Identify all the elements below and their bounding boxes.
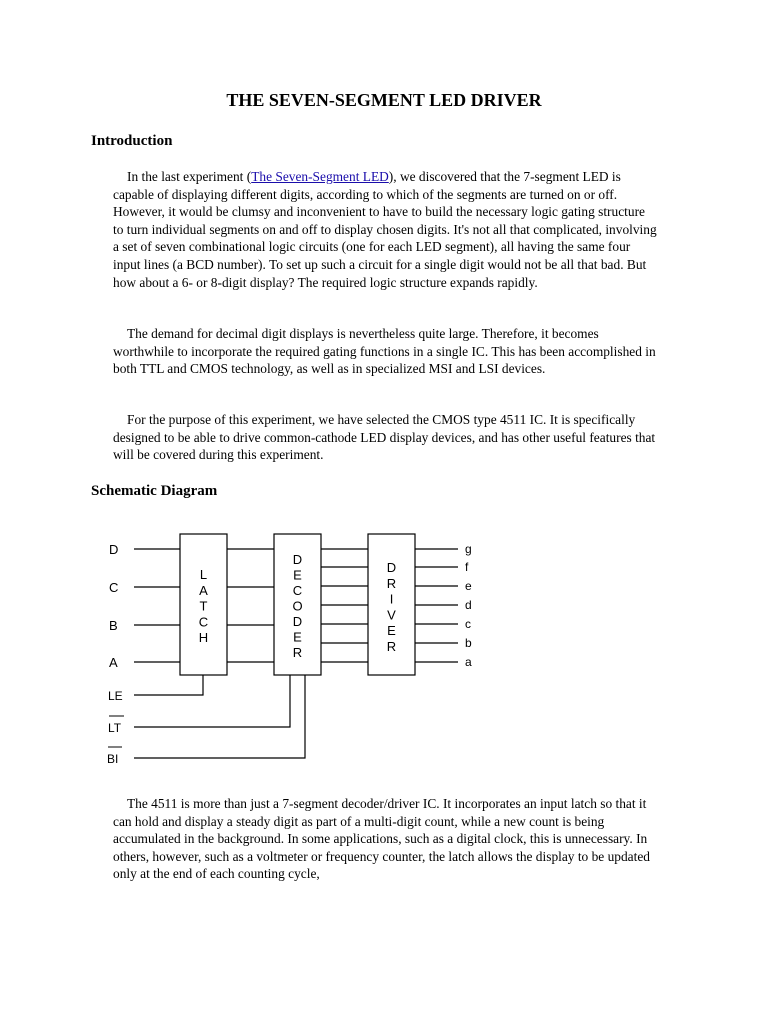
intro-paragraph-1: [113, 168, 658, 291]
output-label-f: f: [465, 560, 469, 574]
intro-p1-after-link: ), we discovered that the 7-segment LED is capable of displaying different digits, according to which of the segments are turned on or off. However, it would be clumsy and inconvenient to have to build the necessary logic gating structure to turn individual segments on and off to display chosen digits. It's not all that complicated, involving a set of seven combinational logic circuits (one for each LED segment), all having the same four input lines (a BCD number). To set up such a circuit for a single digit would not be all that bad. But how about a 6- or 8-digit display? The required logic structure expands rapidly.: [113, 169, 657, 290]
output-label-c: c: [465, 617, 471, 631]
output-label-e: e: [465, 579, 472, 593]
control-label-le: LE: [108, 689, 123, 703]
intro-p1-before-link: In the last experiment (: [127, 169, 252, 184]
input-label-b: B: [109, 618, 118, 633]
introduction-heading: Introduction: [91, 133, 173, 149]
latch-label-text: L A T C H: [198, 567, 209, 646]
latch-label: [199, 567, 208, 645]
control-label-bi: BI: [107, 752, 119, 766]
intro-paragraph-2: The demand for decimal digit displays is nevertheless quite large. Therefore, it becomes worthwhile to incorporate the required gating functions in a single IC. This has been accomplished in both TTL and CMOS technology, as well as in specialized MSI and LSI devices.: [113, 326, 656, 377]
decoder-label: [292, 552, 302, 660]
schematic-diagram: [100, 526, 500, 771]
input-label-a: A: [109, 655, 118, 670]
page-title: THE SEVEN-SEGMENT LED DRIVER: [226, 90, 542, 110]
schematic-heading: Schematic Diagram: [91, 483, 218, 499]
input-label-c: C: [109, 580, 119, 595]
output-label-a: a: [465, 655, 472, 669]
control-label-lt: LT: [108, 721, 122, 735]
output-label-g: g: [465, 542, 472, 556]
output-label-b: b: [465, 636, 472, 650]
driver-label-text: D R I V E R: [386, 560, 397, 654]
output-label-d: d: [465, 598, 472, 612]
intro-paragraph-3: For the purpose of this experiment, we have selected the CMOS type 4511 IC. It is specifically designed to be able to drive common-cathode LED display devices, and has other useful features that will be covered during this experiment.: [113, 412, 656, 463]
input-label-d: D: [109, 542, 119, 557]
seven-segment-led-link[interactable]: The Seven-Segment LED: [251, 169, 389, 184]
decoder-label-text: D E C O D E R: [292, 552, 303, 660]
driver-label: [387, 560, 396, 654]
after-schematic-paragraph: The 4511 is more than just a 7-segment decoder/driver IC. It incorporates an input latch so that it can hold and display a steady digit as part of a multi-digit count, while a new count is being accumulated in the background. In some applications, such as a digital clock, this is unnecessary. In others, however, such as a voltmeter or frequency counter, the latch allows the display to be updated only at the end of each counting cycle,: [113, 796, 650, 882]
